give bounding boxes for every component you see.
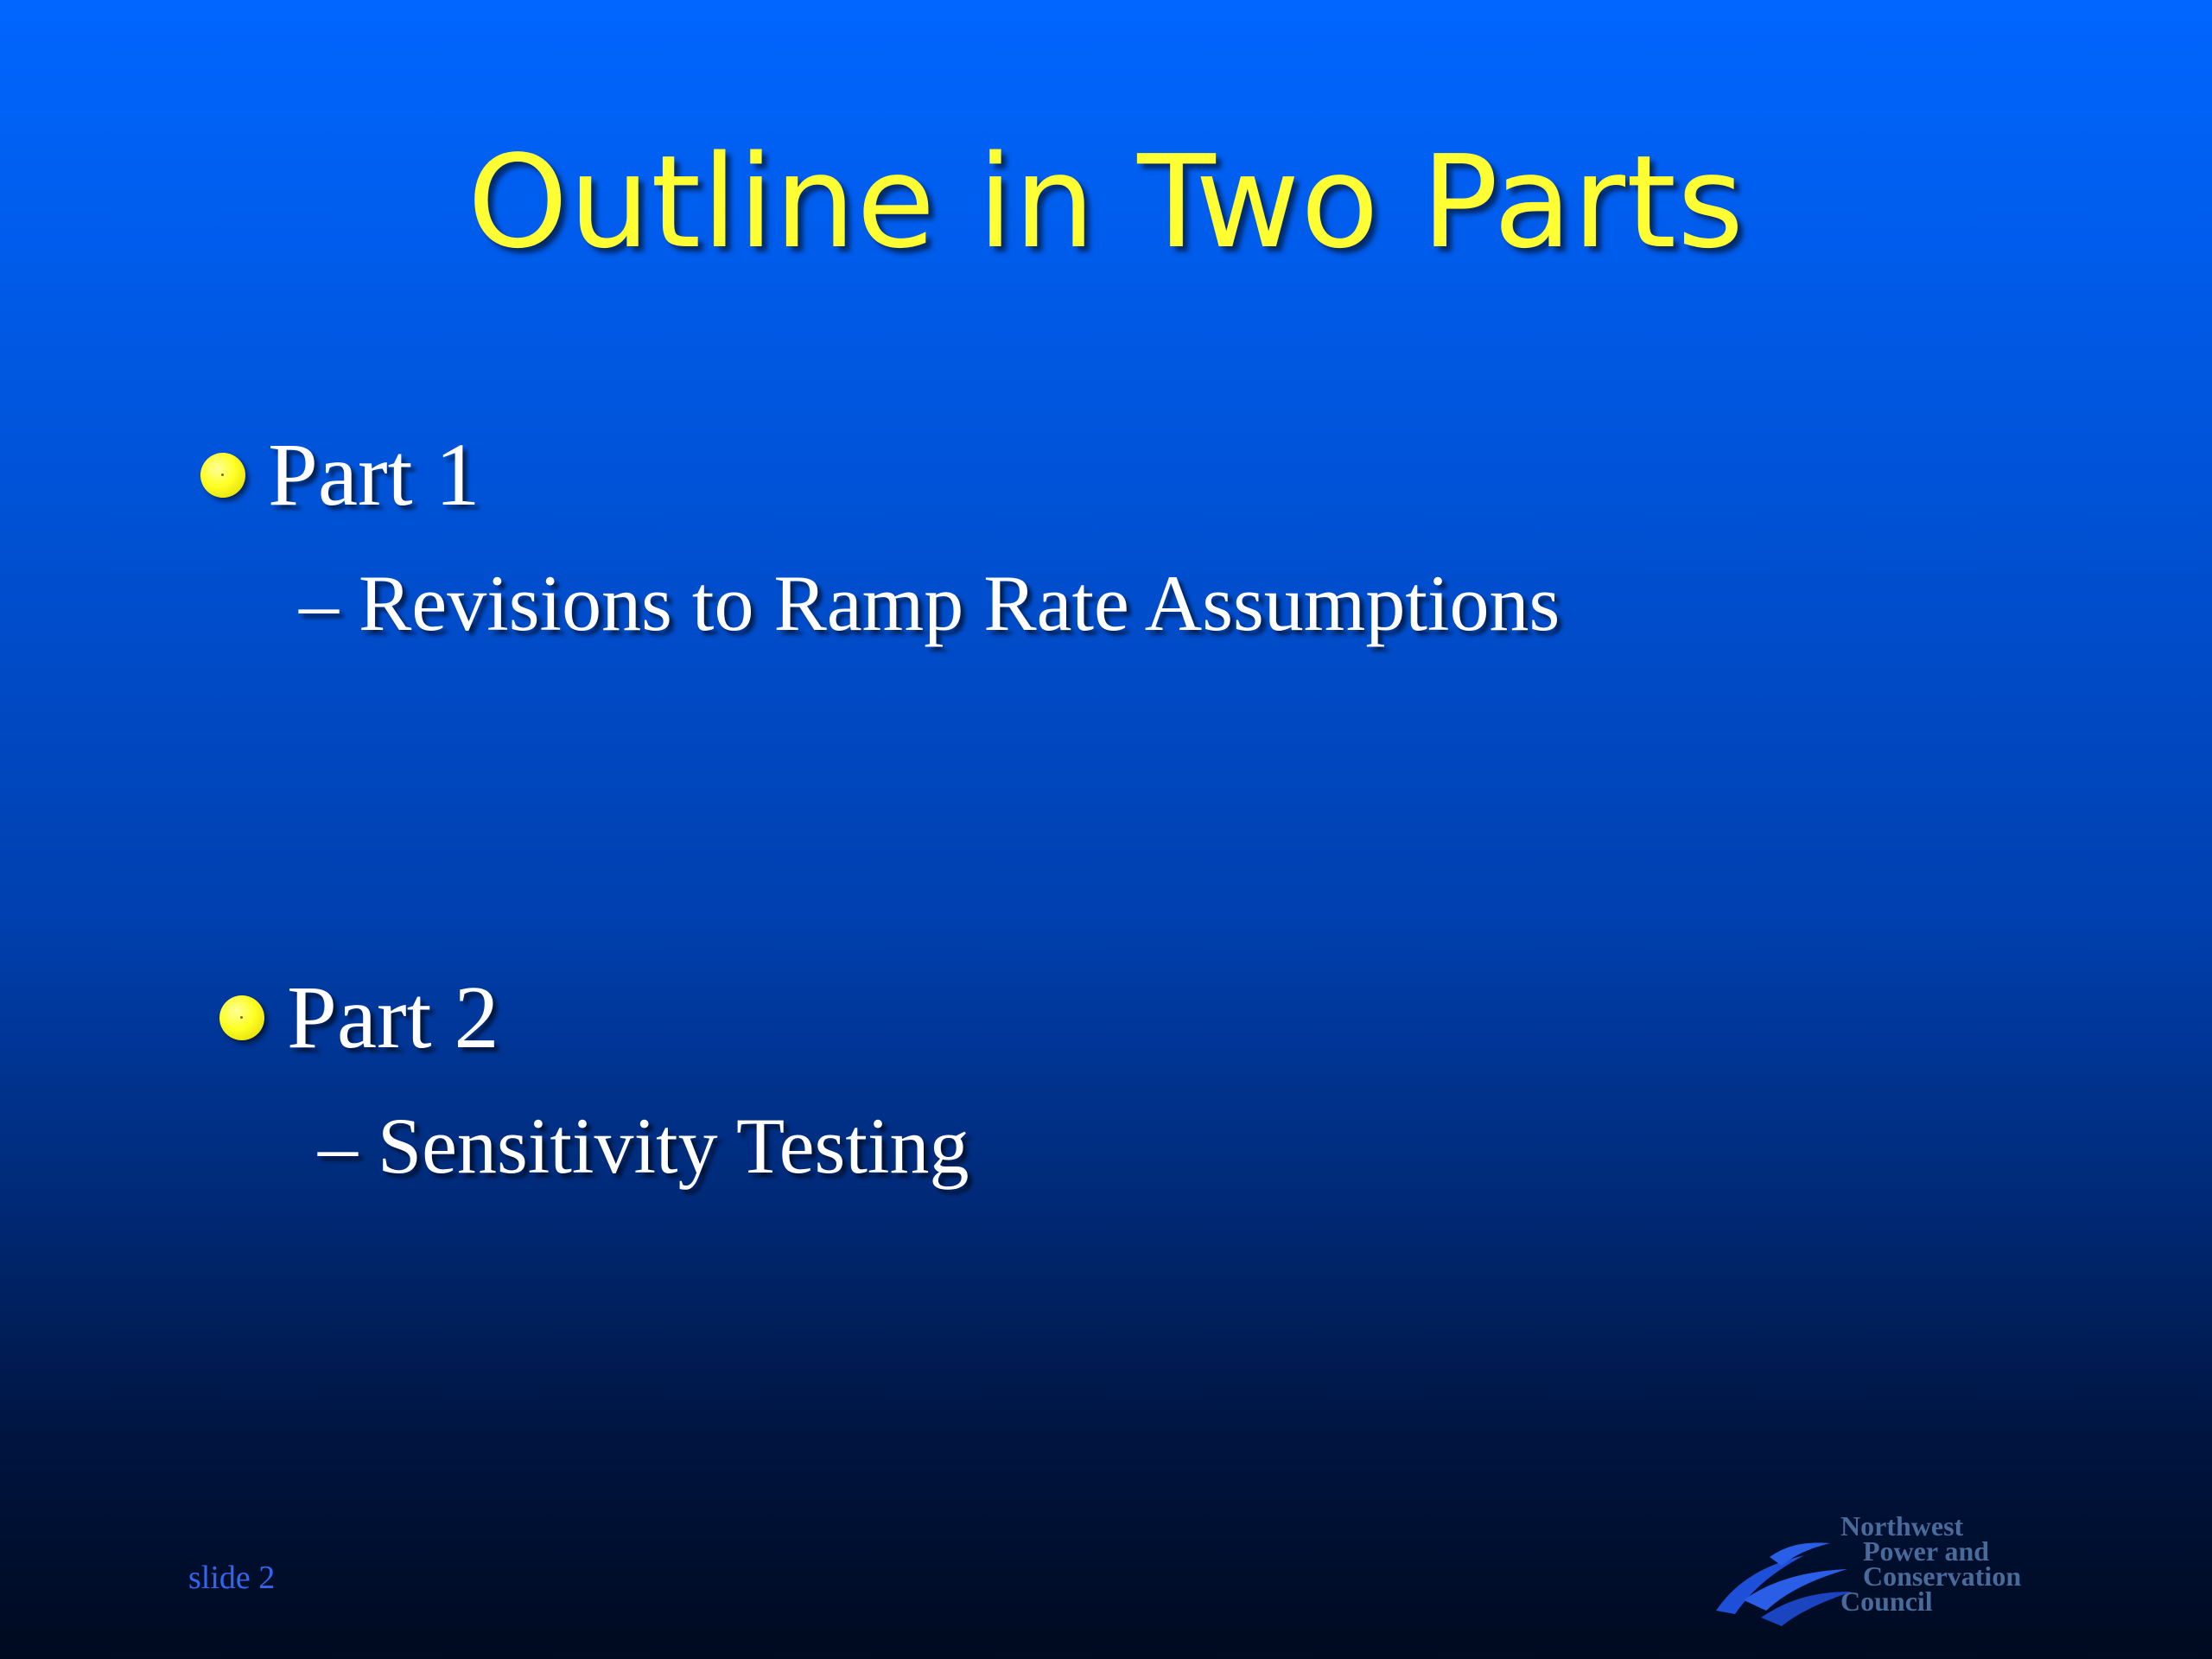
bullet-label: Part 2	[287, 968, 499, 1067]
bullet-item-part-2	[219, 968, 499, 1067]
waves-logo-icon	[1709, 1531, 1856, 1626]
bullet-item-part-1	[200, 425, 480, 524]
slide-number: slide 2	[188, 1560, 276, 1596]
sub-bullet-part-1: – Revisions to Ramp Rate Assumptions	[299, 559, 1560, 647]
logo-line: Council	[1840, 1586, 1933, 1617]
bullet-icon	[200, 453, 245, 498]
logo-line: Northwest	[1840, 1510, 1964, 1541]
logo-line: Power and	[1863, 1535, 1990, 1567]
bullet-icon	[219, 995, 264, 1040]
sub-bullet-part-2: – Sensitivity Testing	[318, 1102, 969, 1190]
logo-wordmark	[1840, 1510, 2022, 1617]
bullet-label: Part 1	[268, 425, 480, 524]
logo-line: Conservation	[1863, 1560, 2022, 1592]
organization-logo	[1709, 1510, 2055, 1626]
slide-title: Outline in Two Parts	[467, 128, 1745, 276]
